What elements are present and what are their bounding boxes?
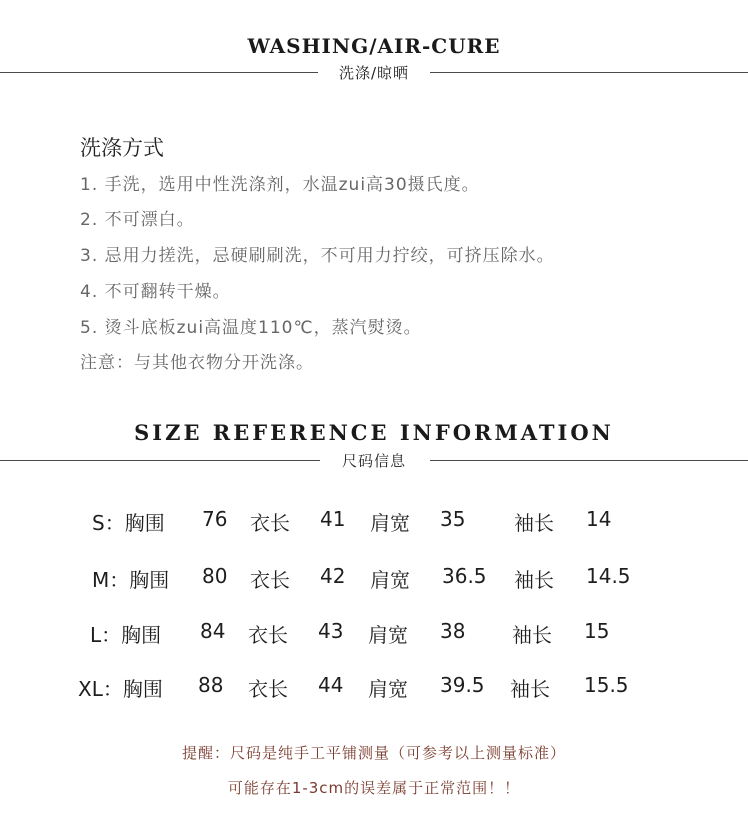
washing-method-title: 洗涤方式 [80,136,164,160]
washing-instruction-2: 2. 不可漂白。 [80,210,195,230]
shoulder-label: 肩宽 [370,511,410,535]
size-label: XL：胸围 [78,677,163,701]
length-label: 衣长 [250,511,290,535]
size-label: S：胸围 [92,511,165,535]
size-row-s [0,507,748,541]
washing-note: 注意：与其他衣物分开洗涤。 [80,353,314,373]
shoulder-label: 肩宽 [370,568,410,592]
shoulder-value: 36.5 [442,564,487,588]
size-row-m [0,564,748,598]
length-label: 衣长 [250,568,290,592]
shoulder-value: 39.5 [440,673,485,697]
shoulder-value: 38 [440,619,466,643]
length-label: 衣长 [248,677,288,701]
size-heading-en: SIZE REFERENCE INFORMATION [134,420,614,445]
size-row-l [0,619,748,653]
washing-heading-cn: 洗涤/晾晒 [338,64,410,82]
sleeve-label: 袖长 [514,511,554,535]
sleeve-label: 袖长 [512,623,552,647]
sleeve-value: 15 [584,619,610,643]
size-label: M：胸围 [92,568,170,592]
sleeve-value: 15.5 [584,673,629,697]
shoulder-label: 肩宽 [368,677,408,701]
measurement-reminder: 提醒：尺码是纯手工平铺测量（可参考以上测量标准） [181,744,566,762]
washing-heading-en: WASHING/AIR-CURE [247,34,501,58]
sleeve-value: 14.5 [586,564,631,588]
size-heading-cn: 尺码信息 [341,452,406,470]
chest-value: 80 [202,564,228,588]
washing-instruction-4: 4. 不可翻转干燥。 [80,282,231,302]
washing-instruction-3: 3. 忌用力搓洗，忌硬刷刷洗，不可用力拧绞，可挤压除水。 [80,246,555,266]
shoulder-label: 肩宽 [368,623,408,647]
washing-instruction-1: 1. 手洗，选用中性洗涤剂，水温zui高30摄氏度。 [80,175,480,195]
chest-value: 76 [202,507,228,531]
error-range-note: 可能存在1-3cm的误差属于正常范围！！ [227,779,521,797]
size-row-xl [0,673,748,707]
shoulder-value: 35 [440,507,466,531]
length-label: 衣长 [248,623,288,647]
sleeve-label: 袖长 [510,677,550,701]
length-value: 44 [318,673,344,697]
length-value: 41 [320,507,346,531]
size-label: L：胸围 [90,623,162,647]
length-value: 42 [320,564,346,588]
sleeve-value: 14 [586,507,612,531]
length-value: 43 [318,619,344,643]
washing-instruction-5: 5. 烫斗底板zui高温度110℃，蒸汽熨烫。 [80,318,422,338]
chest-value: 88 [198,673,224,697]
sleeve-label: 袖长 [514,568,554,592]
chest-value: 84 [200,619,226,643]
